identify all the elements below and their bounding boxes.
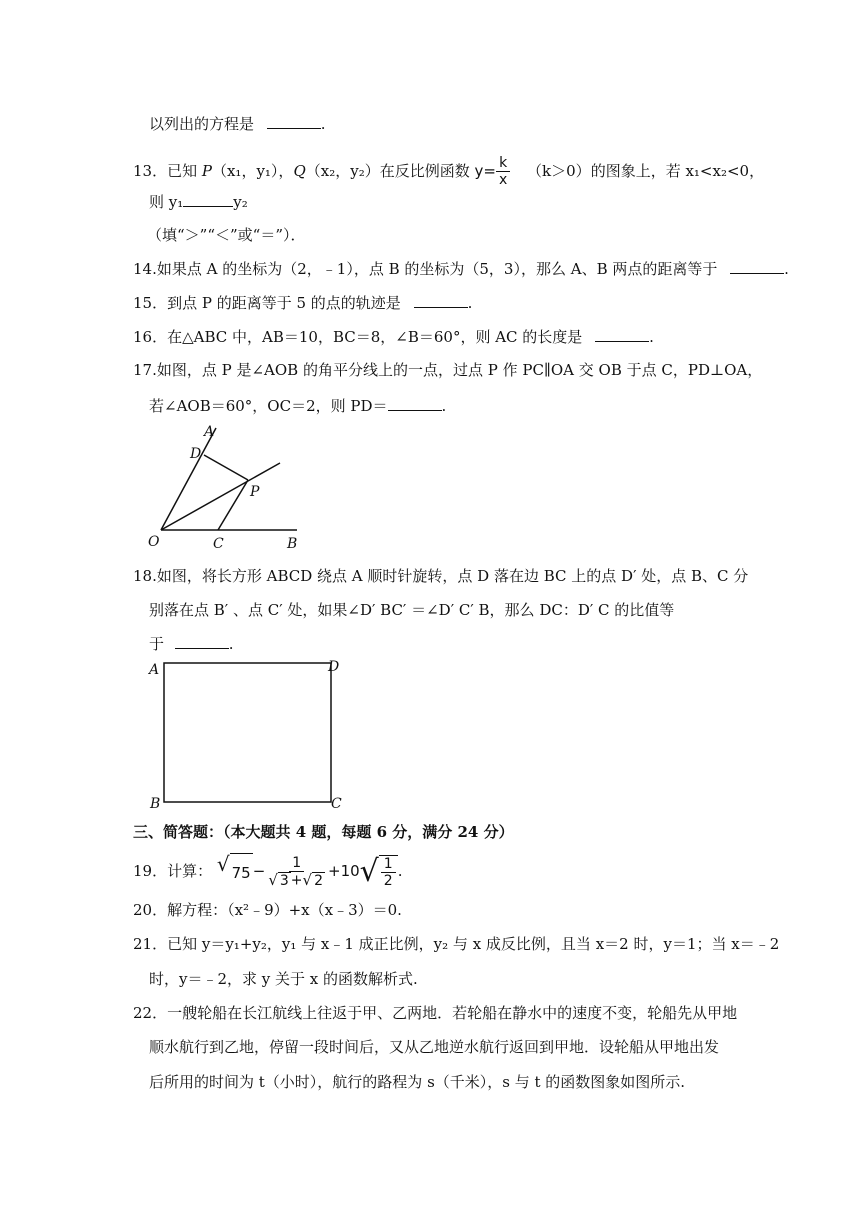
label-c: C [213,536,224,552]
label-p: P [250,484,260,500]
question-17-line2: 若∠AOB＝60°，OC＝2，则 PD＝ . [149,397,447,415]
rectangle-figure [145,655,350,815]
question-22: 22．一艘轮船在长江航线上往返于甲、乙两地．若轮船在静水中的速度不变，轮船先从甲地 [133,1004,738,1022]
question-18-line3: 于 . [149,635,234,653]
question-22-line2: 顺水航行到乙地，停留一段时间后，又从乙地逆水航行返回到甲地．设轮船从甲地出发 [149,1038,720,1056]
question-21-line2: 时，y＝﹣2，求 y 关于 x 的函数解析式. [149,970,418,988]
label-a: A [204,424,215,440]
fraction-1-over-sqrt3-plus-sqrt2: 1 √ 3 + √ 2 [268,855,324,889]
sqrt-75: √ 75 [217,853,253,892]
answer-blank[interactable] [175,633,229,649]
segment-pd [204,455,248,480]
segment-pc [218,480,248,530]
question-13: 13．已知 P（x₁，y₁），Q（x₂，y₂）在反比例函数 y= $\frac{k}{x}$ （k＞0）的图象上，若 x₁<x₂<0， [133,155,765,188]
label-d: D [328,659,340,675]
answer-blank[interactable] [595,326,649,342]
question-16: 16．在△ABC 中，AB＝10，BC＝8，∠B＝60°，则 AC 的长度是 . [133,328,654,346]
question-19: 19．计算： √ 75 − 1 √ 3 + √ 2 +10 √ $\frac{1}{2}$ . [133,852,403,892]
label-b: B [287,536,298,552]
label-c: C [331,796,342,812]
answer-blank[interactable] [267,113,321,129]
q12-tail: 以列出的方程是 . [149,115,326,133]
question-17: 17.如图，点 P 是∠AOB 的角平分线上的一点，过点 P 作 PC∥OA 交 OB 于点 C，PD⊥OA， [133,361,763,379]
angle-bisector-figure [140,420,310,555]
label-b: B [150,796,161,812]
label-a: A [149,662,160,678]
question-21: 21．已知 y＝y₁+y₂，y₁ 与 x﹣1 成正比例，y₂ 与 x 成反比例，且当 x＝2 时，y＝1；当 x＝﹣2 [133,935,780,953]
question-18: 18.如图，将长方形 ABCD 绕点 A 顺时针旋转，点 D 落在边 BC 上的点 D′ 处，点 B、C 分 [133,567,749,585]
question-22-line3: 后所用的时间为 t（小时），航行的路程为 s（千米），s 与 t 的函数图象如图所示. [149,1073,686,1091]
question-18-line2: 别落在点 B′ 、点 C′ 处，如果∠D′ BC′ ＝∠D′ C′ B，那么 DC：D′ C 的比值等 [149,601,675,619]
question-13-line3: （填“＞”“＜”或“＝”）． [147,226,306,244]
label-d: D [190,446,202,462]
question-15: 15．到点 P 的距离等于 5 的点的轨迹是 . [133,294,473,312]
question-20: 20．解方程：（x²﹣9）+x（x﹣3）＝0. [133,901,402,919]
question-14: 14.如果点 A 的坐标为（2，﹣1），点 B 的坐标为（5，3），那么 A、B 两点的距离等于 . [133,260,789,278]
answer-blank[interactable] [183,191,233,207]
answer-blank[interactable] [414,292,468,308]
answer-blank[interactable] [730,258,784,274]
sqrt-one-half: √ $\frac{1}{2}$ [360,855,398,889]
section-3-heading: 三、简答题：（本大题共 4 题，每题 6 分，满分 24 分） [133,823,514,841]
rectangle-abcd [164,663,331,802]
label-o: O [148,534,160,550]
question-13-line2: 则 y₁ y₂ [149,193,248,211]
answer-blank[interactable] [388,395,442,411]
inverse-function-formula: y= $\frac{k}{x}$ [475,162,516,180]
